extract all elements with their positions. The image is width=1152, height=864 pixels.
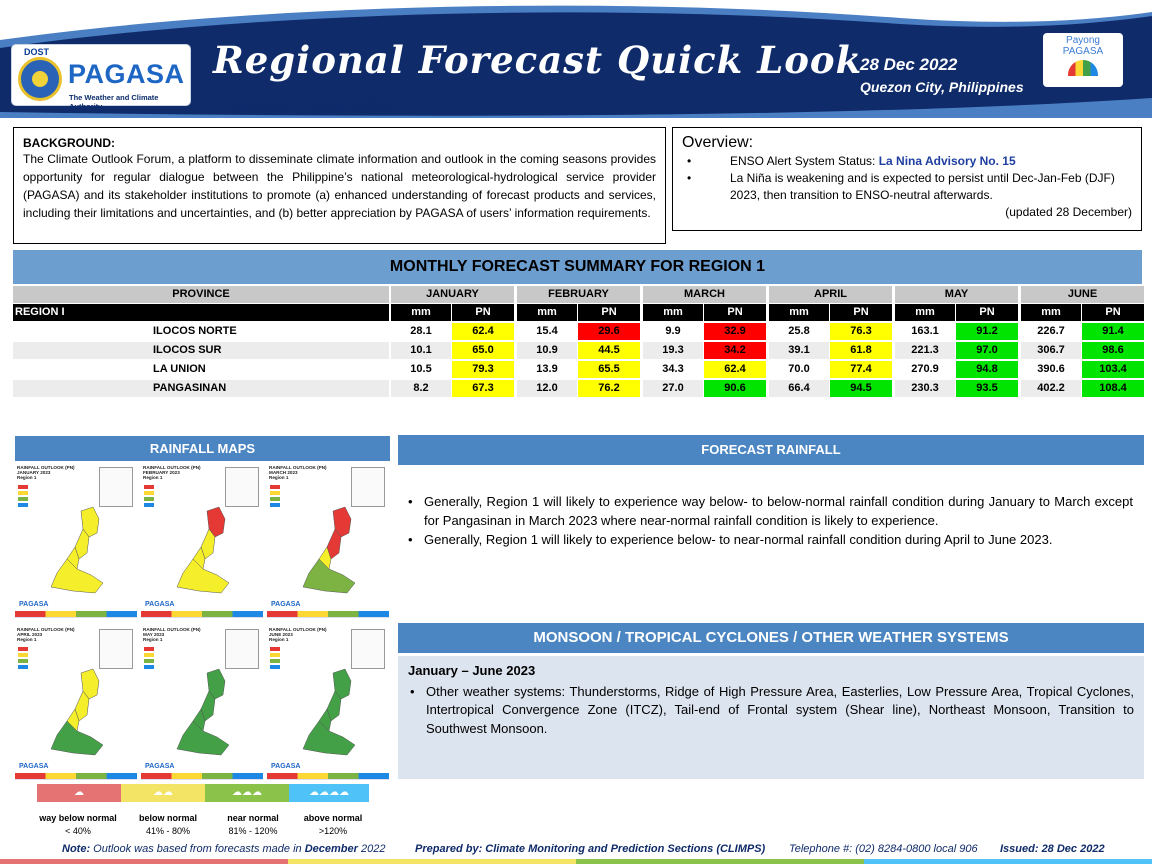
table-row	[13, 342, 1142, 359]
map-title: RAINFALL OUTLOOK (PN) JANUARY 2023 Region 1	[17, 465, 75, 480]
rainfall-map	[141, 463, 263, 618]
month-header: FEBRUARY	[517, 286, 640, 303]
forecast-rainfall-body	[398, 465, 1144, 615]
legend-swatch	[18, 659, 28, 663]
mm-header: mm	[895, 304, 955, 321]
table-row	[13, 361, 1142, 378]
mm-header: mm	[517, 304, 577, 321]
legend-category	[120, 812, 216, 838]
region-label: REGION I	[13, 304, 389, 321]
location-inset-map	[225, 629, 259, 669]
logo-name: PAGASA	[68, 59, 185, 89]
rainfall-pn-value: 76.3	[830, 323, 892, 340]
rainfall-pn-value: 79.3	[452, 361, 514, 378]
rainfall-mm-value: 19.3	[643, 342, 703, 359]
legend-category	[285, 812, 381, 838]
region-map-shape	[43, 665, 113, 760]
rainfall-pn-value: 77.4	[830, 361, 892, 378]
pn-header: PN	[830, 304, 892, 321]
legend-swatch	[270, 647, 280, 651]
bullet-icon: •	[687, 171, 692, 185]
map-title: RAINFALL OUTLOOK (PN) APRIL 2023 Region 1	[17, 627, 75, 642]
rainfall-pn-value: 62.4	[452, 323, 514, 340]
rainfall-pn-value: 29.6	[578, 323, 640, 340]
rainfall-mm-value: 25.8	[769, 323, 829, 340]
bullet-icon: •	[408, 494, 413, 509]
legend-swatch	[144, 497, 154, 501]
forecast-bullet	[406, 493, 1133, 530]
mm-header: mm	[1021, 304, 1081, 321]
rainfall-mm-value: 221.3	[895, 342, 955, 359]
enso-advisory-link[interactable]: La Nina Advisory No. 15	[878, 154, 1016, 168]
payong-pagasa-badge	[1043, 33, 1123, 87]
pn-header: PN	[452, 304, 514, 321]
legend-swatch	[270, 485, 280, 489]
rain-cloud-icon: ☁☁☁☁	[289, 784, 369, 802]
map-color-bar	[15, 773, 137, 779]
rainfall-pn-value: 94.8	[956, 361, 1018, 378]
month-header: JANUARY	[391, 286, 514, 303]
header-banner	[0, 0, 1152, 118]
legend-swatch	[144, 485, 154, 489]
legend-category-name: above normal	[303, 813, 363, 823]
forecast-bullet-text: Generally, Region 1 will likely to experience below- to near-normal rainfall condition during April to June 2023.	[424, 532, 1053, 547]
month-header: JUNE	[1021, 286, 1144, 303]
rainfall-pn-value: 91.4	[1082, 323, 1144, 340]
monsoon-bullet	[408, 683, 1134, 739]
legend-swatch	[144, 653, 154, 657]
rainfall-mm-value: 8.2	[391, 380, 451, 397]
rainfall-pn-value: 90.6	[704, 380, 766, 397]
footer-note-month: December	[304, 843, 358, 855]
mm-header: mm	[643, 304, 703, 321]
rainfall-pn-value: 44.5	[578, 342, 640, 359]
logo-dost-text: DOST	[24, 47, 50, 57]
rainfall-map	[15, 463, 137, 618]
rainfall-mm-value: 34.3	[643, 361, 703, 378]
map-pagasa-logo: PAGASA	[145, 763, 175, 770]
province-header: PROVINCE	[13, 286, 389, 303]
rainfall-pn-value: 94.5	[830, 380, 892, 397]
rainfall-map	[267, 463, 389, 618]
province-name: PANGASINAN	[13, 380, 389, 397]
footer-telephone: Telephone #: (02) 8284-0800 local 906	[789, 843, 978, 855]
mm-header: mm	[391, 304, 451, 321]
rainfall-pn-value: 97.0	[956, 342, 1018, 359]
footer-note-label: Note:	[62, 843, 91, 855]
month-header: MAY	[895, 286, 1018, 303]
pagasa-seal-icon	[18, 57, 62, 101]
rainfall-mm-value: 13.9	[517, 361, 577, 378]
rainfall-pn-value: 76.2	[578, 380, 640, 397]
monsoon-text: Other weather systems: Thunderstorms, Ridge of High Pressure Area, Easterlies, Low Pressure Area, Tropical Cyclones, Intertropical Convergence Zone (ITCZ), Tail-end of Frontal system (Shear line), Northeast Monsoon, Transition to Southwest Monsoon.	[426, 683, 1134, 736]
legend-swatch	[18, 491, 28, 495]
rainfall-pn-value: 108.4	[1082, 380, 1144, 397]
rainfall-pn-value: 93.5	[956, 380, 1018, 397]
rainfall-mm-value: 226.7	[1021, 323, 1081, 340]
rainfall-mm-value: 230.3	[895, 380, 955, 397]
monsoon-title: MONSOON / TROPICAL CYCLONES / OTHER WEATHER SYSTEMS	[398, 623, 1144, 653]
rainfall-mm-value: 10.5	[391, 361, 451, 378]
legend-swatch	[18, 647, 28, 651]
rainfall-pn-value: 34.2	[704, 342, 766, 359]
background-box	[13, 127, 666, 244]
region-map-shape	[295, 665, 365, 760]
location-inset-map	[351, 629, 385, 669]
enso-label: ENSO Alert System Status:	[730, 154, 879, 168]
rainfall-pn-value: 98.6	[1082, 342, 1144, 359]
background-heading: BACKGROUND:	[23, 136, 115, 150]
rainfall-pn-value: 32.9	[704, 323, 766, 340]
province-name: LA UNION	[13, 361, 389, 378]
lanina-text: La Niña is weakening and is expected to persist until Dec-Jan-Feb (DJF) 2023, then transition to ENSO-neutral afterwards.	[730, 171, 1115, 202]
month-header: MARCH	[643, 286, 766, 303]
monsoon-period: January – June 2023	[408, 663, 536, 678]
legend-swatch	[270, 665, 280, 669]
issue-date: 28 Dec 2022	[860, 55, 958, 74]
footer-issued: Issued: 28 Dec 2022	[1000, 843, 1105, 855]
bullet-icon: •	[687, 154, 692, 168]
rainfall-mm-value: 10.9	[517, 342, 577, 359]
legend-category-range: < 40%	[65, 826, 91, 836]
rainfall-mm-value: 66.4	[769, 380, 829, 397]
region-map-shape	[169, 665, 239, 760]
legend-category-name: way below normal	[39, 813, 117, 823]
legend-category-name: below normal	[138, 813, 197, 823]
rainfall-mm-value: 163.1	[895, 323, 955, 340]
rainfall-mm-value: 12.0	[517, 380, 577, 397]
rainfall-pn-value: 62.4	[704, 361, 766, 378]
pn-header: PN	[704, 304, 766, 321]
legend-category-range: 41% - 80%	[145, 826, 191, 836]
rainfall-mm-value: 9.9	[643, 323, 703, 340]
province-name: ILOCOS NORTE	[13, 323, 389, 340]
map-pagasa-logo: PAGASA	[271, 763, 301, 770]
legend-category-range: >120%	[318, 826, 348, 836]
rainfall-pn-value: 61.8	[830, 342, 892, 359]
umbrella-icon	[1068, 60, 1098, 76]
map-color-bar	[141, 611, 263, 617]
legend-swatch	[270, 659, 280, 663]
overview-title: Overview:	[682, 134, 754, 151]
map-pagasa-logo: PAGASA	[145, 601, 175, 608]
pn-legend-strip	[37, 784, 369, 802]
map-title: RAINFALL OUTLOOK (PN) MAY 2023 Region 1	[143, 627, 201, 642]
rain-cloud-icon: ☁	[37, 784, 121, 802]
legend-swatch	[144, 665, 154, 669]
rainfall-mm-value: 306.7	[1021, 342, 1081, 359]
summary-title: MONTHLY FORECAST SUMMARY FOR REGION 1	[13, 250, 1142, 284]
rainfall-mm-value: 15.4	[517, 323, 577, 340]
map-pagasa-logo: PAGASA	[19, 763, 49, 770]
forecast-rainfall-title: FORECAST RAINFALL	[398, 435, 1144, 465]
overview-item-enso	[682, 153, 1132, 170]
forecast-bullet-text: Generally, Region 1 will likely to experience way below- to below-normal rainfall condition during January to March except for Pangasinan in March 2023 where near-normal rainfall condition is likely to experience.	[424, 494, 1133, 528]
footer	[0, 843, 1152, 859]
location-inset-map	[99, 467, 133, 507]
rain-cloud-icon: ☁☁	[121, 784, 205, 802]
overview-item-lanina	[682, 170, 1132, 204]
legend-swatch	[18, 485, 28, 489]
footer-note-text: Outlook was based from forecasts made in	[90, 843, 305, 855]
rainfall-maps-title: RAINFALL MAPS	[15, 436, 390, 461]
month-header: APRIL	[769, 286, 892, 303]
rainfall-map	[141, 625, 263, 780]
map-pagasa-logo: PAGASA	[19, 601, 49, 608]
rainfall-map	[15, 625, 137, 780]
rainfall-mm-value: 270.9	[895, 361, 955, 378]
rainfall-pn-value: 103.4	[1082, 361, 1144, 378]
legend-swatch	[144, 503, 154, 507]
rainfall-mm-value: 390.6	[1021, 361, 1081, 378]
payong-text: Payong PAGASA	[1062, 35, 1104, 57]
legend-swatch	[270, 491, 280, 495]
overview-box	[672, 127, 1142, 231]
map-color-bar	[15, 611, 137, 617]
map-color-bar	[141, 773, 263, 779]
legend-swatch	[18, 653, 28, 657]
page-title: Regional Forecast Quick Look	[213, 38, 863, 82]
location-inset-map	[351, 467, 385, 507]
mm-header: mm	[769, 304, 829, 321]
legend-category	[30, 812, 126, 838]
table-header-row	[13, 286, 1142, 303]
legend-swatch	[144, 491, 154, 495]
footer-color-bar	[0, 859, 1152, 864]
pn-header: PN	[578, 304, 640, 321]
background-text: The Climate Outlook Forum, a platform to disseminate climate information and outlook in the coming seasons provides opportunity for regular dialogue between the Philippine’s national meteorological-hydrological service provider (PAGASA) and its stakeholder institutions to promote (a) enhanced understanding of forecast products and services, including their limitations and uncertainties, and (b) better appreciation by PAGASA of users’ information requirements.	[23, 152, 656, 220]
rainfall-mm-value: 402.2	[1021, 380, 1081, 397]
map-title: RAINFALL OUTLOOK (PN) FEBRUARY 2023 Region 1	[143, 465, 201, 480]
pn-header: PN	[956, 304, 1018, 321]
legend-swatch	[144, 647, 154, 651]
legend-category-name: near normal	[227, 813, 279, 823]
logo-subtitle: The Weather and Climate Authority	[69, 93, 159, 111]
region-map-shape	[169, 503, 239, 598]
table-row	[13, 323, 1142, 340]
map-color-bar	[267, 611, 389, 617]
map-title: RAINFALL OUTLOOK (PN) JUNE 2023 Region 1	[269, 627, 327, 642]
region-map-shape	[43, 503, 113, 598]
forecast-period: January – June 2023	[225, 96, 392, 115]
pn-header: PN	[1082, 304, 1144, 321]
region-map-shape	[295, 503, 365, 598]
rainfall-mm-value: 70.0	[769, 361, 829, 378]
rainfall-pn-value: 65.0	[452, 342, 514, 359]
map-title: RAINFALL OUTLOOK (PN) MARCH 2023 Region 1	[269, 465, 327, 480]
location-inset-map	[99, 629, 133, 669]
bullet-icon: •	[408, 532, 413, 547]
table-row	[13, 380, 1142, 397]
rainfall-mm-value: 10.1	[391, 342, 451, 359]
rainfall-map	[267, 625, 389, 780]
forecast-bullet	[406, 531, 1133, 550]
rainfall-pn-value: 91.2	[956, 323, 1018, 340]
legend-swatch	[144, 659, 154, 663]
rainfall-mm-value: 28.1	[391, 323, 451, 340]
legend-swatch	[18, 665, 28, 669]
issue-place: Quezon City, Philippines	[860, 79, 1024, 95]
legend-swatch	[18, 497, 28, 501]
rainfall-mm-value: 27.0	[643, 380, 703, 397]
rainfall-pn-value: 67.3	[452, 380, 514, 397]
legend-swatch	[270, 653, 280, 657]
footer-note	[62, 843, 385, 855]
footer-note-year: 2022	[357, 843, 386, 855]
legend-swatch	[270, 503, 280, 507]
map-color-bar	[267, 773, 389, 779]
rain-cloud-icon: ☁☁☁	[205, 784, 289, 802]
province-name: ILOCOS SUR	[13, 342, 389, 359]
bullet-icon: •	[410, 683, 415, 699]
legend-swatch	[270, 497, 280, 501]
pagasa-logo	[11, 44, 191, 111]
legend-category-range: 81% - 120%	[228, 826, 278, 836]
rainfall-mm-value: 39.1	[769, 342, 829, 359]
footer-prepared: Prepared by: Climate Monitoring and Prediction Sections (CLIMPS)	[415, 843, 766, 855]
rainfall-pn-value: 65.5	[578, 361, 640, 378]
overview-updated: (updated 28 December)	[1005, 205, 1132, 219]
monsoon-body	[398, 656, 1144, 779]
legend-swatch	[18, 503, 28, 507]
region-row	[13, 304, 1142, 321]
location-inset-map	[225, 467, 259, 507]
map-pagasa-logo: PAGASA	[271, 601, 301, 608]
